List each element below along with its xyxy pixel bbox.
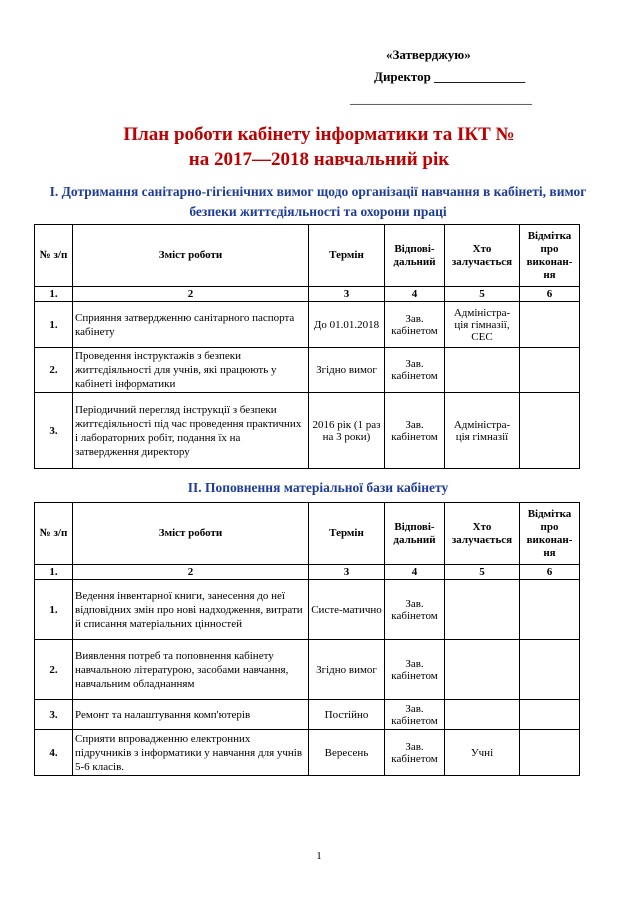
header-num: № з/п (35, 225, 73, 287)
row-num: 2. (35, 348, 73, 393)
row-content: Сприяння затвердженню санітарного паспорта кабінету (73, 302, 309, 348)
document-title: План роботи кабінету інформатики та ІКТ № (123, 124, 515, 145)
row-term: Згідно вимог (309, 348, 385, 393)
row-responsible: Зав. кабінетом (385, 348, 445, 393)
row-involved (445, 580, 520, 640)
table-row (35, 640, 580, 700)
header-num: № з/п (35, 503, 73, 565)
row-mark (520, 700, 580, 730)
table-row (35, 393, 580, 469)
row-num: 4. (35, 730, 73, 776)
index-cell: 3 (309, 565, 385, 580)
row-responsible: Зав. кабінетом (385, 730, 445, 776)
table-header-row (35, 503, 580, 565)
index-cell: 3 (309, 287, 385, 302)
index-row (35, 565, 580, 580)
index-cell: 6 (520, 287, 580, 302)
header-content: Зміст роботи (73, 225, 309, 287)
index-cell: 5 (445, 565, 520, 580)
row-num: 1. (35, 580, 73, 640)
table-row (35, 348, 580, 393)
row-involved: Учні (445, 730, 520, 776)
row-involved (445, 640, 520, 700)
index-cell: 1. (35, 565, 73, 580)
row-num: 3. (35, 700, 73, 730)
header-involved: Хто залучається (445, 225, 520, 287)
approval-block (350, 44, 580, 110)
table-row (35, 700, 580, 730)
index-cell: 1. (35, 287, 73, 302)
header-term: Термін (309, 225, 385, 287)
header-term: Термін (309, 503, 385, 565)
row-term: Згідно вимог (309, 640, 385, 700)
index-cell: 2 (73, 565, 309, 580)
row-involved: Адміністра-ція гімназії, СЕС (445, 302, 520, 348)
header-responsible: Відпові-дальний (385, 225, 445, 287)
row-num: 1. (35, 302, 73, 348)
approval-line: «Затверджую» (386, 47, 471, 62)
row-responsible: Зав. кабінетом (385, 580, 445, 640)
row-term: Систе-матично (309, 580, 385, 640)
table-section-1 (34, 224, 580, 469)
index-cell: 4 (385, 565, 445, 580)
row-content: Ведення інвентарної книги, занесення до неї відповідних змін про нові надходження, витрати й списання матеріальних цінностей (73, 580, 309, 640)
section-1-heading: І. Дотримання санітарно-гігієнічних вимог щодо організації навчання в кабінеті, вимог безпеки життєдіяльності та охорони праці (49, 184, 587, 219)
section-2-heading: ІІ. Поповнення матеріальної бази кабінету (187, 480, 449, 495)
row-mark (520, 348, 580, 393)
table-row (35, 580, 580, 640)
row-mark (520, 640, 580, 700)
header-involved: Хто залучається (445, 503, 520, 565)
row-mark (520, 580, 580, 640)
index-cell: 5 (445, 287, 520, 302)
index-cell: 6 (520, 565, 580, 580)
row-mark (520, 302, 580, 348)
row-num: 2. (35, 640, 73, 700)
row-involved (445, 700, 520, 730)
row-term: 2016 рік (1 раз на 3 роки) (309, 393, 385, 469)
table-section-2 (34, 502, 580, 776)
row-involved: Адміністра-ція гімназії (445, 393, 520, 469)
row-term: Постійно (309, 700, 385, 730)
table-row (35, 730, 580, 776)
director-line: Директор ______________ (374, 69, 526, 84)
table-header-row (35, 225, 580, 287)
row-content: Виявлення потреб та поповнення кабінету навчальною літературою, засобами навчання, навчальним обладнанням (73, 640, 309, 700)
row-content: Проведення інструктажів з безпеки життєдіяльності для учнів, які працюють у кабінеті інформатики (73, 348, 309, 393)
index-cell: 4 (385, 287, 445, 302)
signature-line: ____________________________ (350, 91, 532, 106)
index-cell: 2 (73, 287, 309, 302)
row-responsible: Зав. кабінетом (385, 393, 445, 469)
header-responsible: Відпові-дальний (385, 503, 445, 565)
table-row (35, 302, 580, 348)
row-responsible: Зав. кабінетом (385, 302, 445, 348)
row-content: Сприяти впровадженню електронних підручників з інформатики у навчання для учнів 5-6 класів. (73, 730, 309, 776)
page-number: 1 (316, 850, 322, 862)
row-term: До 01.01.2018 (309, 302, 385, 348)
row-mark (520, 730, 580, 776)
document-subtitle: на 2017—2018 навчальний рік (188, 149, 450, 170)
row-mark (520, 393, 580, 469)
row-term: Вересень (309, 730, 385, 776)
row-involved (445, 348, 520, 393)
row-responsible: Зав. кабінетом (385, 700, 445, 730)
row-num: 3. (35, 393, 73, 469)
row-content: Періодичний перегляд інструкції з безпеки життєдіяльності під час проведення практичних і лабораторних робіт, подання їх на затвердження директору (73, 393, 309, 469)
header-content: Зміст роботи (73, 503, 309, 565)
header-mark: Відмітка про виконан-ня (520, 503, 580, 565)
index-row (35, 287, 580, 302)
row-responsible: Зав. кабінетом (385, 640, 445, 700)
row-content: Ремонт та налаштування комп'ютерів (73, 700, 309, 730)
header-mark: Відмітка про виконан-ня (520, 225, 580, 287)
